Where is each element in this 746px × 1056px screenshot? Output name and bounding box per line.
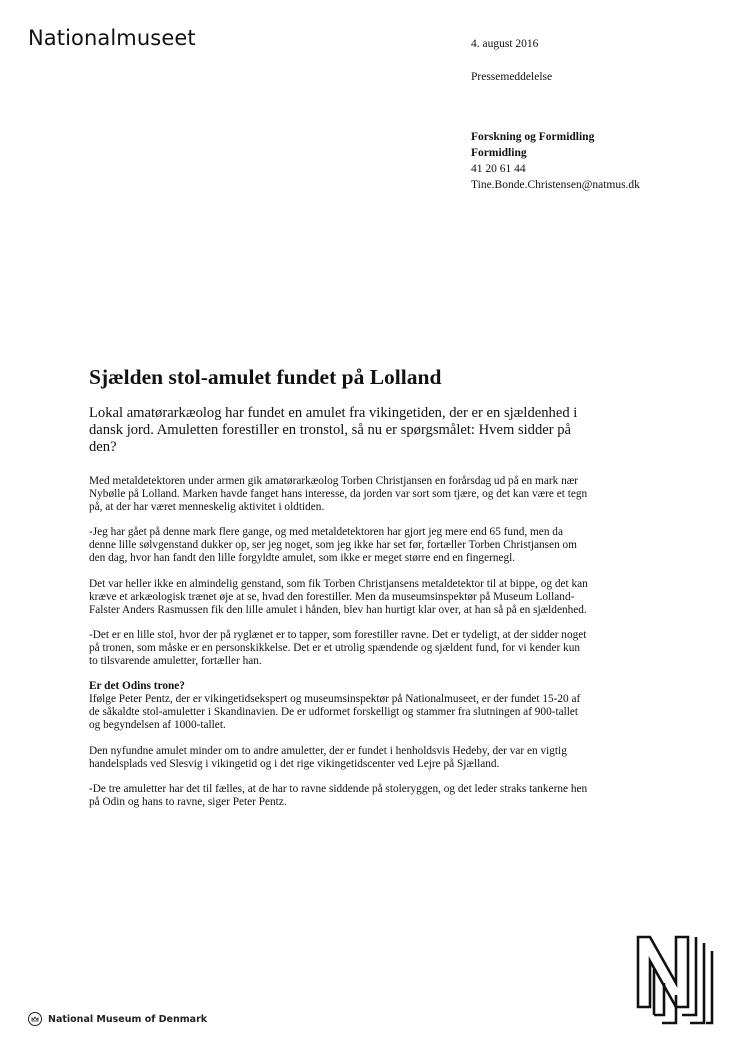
body-paragraph: -Jeg har gået på denne mark flere gange, og med metaldetektoren har gjort jeg mere end 65 fund, men da denne lille sølvgenstand dukker op, ser jeg noget, som jeg ikke har set før, fortæller Torben Christjansen om den dag, hvor han fandt den lille forgyldte amulet, som ikke er meget større end en fingernegl. bbox=[89, 526, 577, 565]
article-title: Sjælden stol-amulet fundet på Lolland bbox=[89, 365, 442, 389]
footer-name: National Museum of Denmark bbox=[48, 1013, 208, 1025]
n-monogram-icon bbox=[636, 935, 718, 1030]
document-type: Pressemeddelelse bbox=[471, 71, 553, 83]
body-paragraph: Med metaldetektoren under armen gik amatørarkæolog Torben Christjansen en forårsdag ud på en mark nær Nybølle på Lolland. Marken havde fanget hans interesse, da jorden var sort som tjære, og det kan være et tegn på, at der har været menneskelig aktivitet i oldtiden. bbox=[89, 475, 588, 514]
contact-email: Tine.Bonde.Christensen@natmus.dk bbox=[471, 179, 640, 191]
release-date: 4. august 2016 bbox=[471, 38, 539, 50]
body-paragraph: Ifølge Peter Pentz, der er vikingetidsekspert og museumsinspektør på Nationalmuseet, er der fundet 15-20 af de såkaldte stol-amuletter i Skandinavien. De er udformet forskelligt og stammer fra slutningen af 900-tallet og begyndelsen af 1000-tallet. bbox=[89, 693, 581, 732]
section-subheading: Er det Odins trone? bbox=[89, 680, 185, 693]
footer-brand bbox=[28, 1012, 207, 1026]
body-paragraph: Den nyfundne amulet minder om to andre amuletter, der er fundet i henholdsvis Hedeby, der var en vigtig handelsplads ved Slesvig i vikingetid og i det rige vikingetidscenter ved Lejre på Sjælland. bbox=[89, 744, 567, 770]
crown-icon bbox=[28, 1012, 42, 1026]
section-block bbox=[89, 680, 589, 732]
body-paragraph: Det var heller ikke en almindelig genstand, som fik Torben Christjansens metaldetektor til at bippe, og det kan kræve et arkæologisk trænet øje at se, hvad den forestiller. Men da museumsinspektør på Museum Lolland-Falster Anders Rasmussen fik den lille amulet i hånden, blev han hurtigt klar over, at han så på en sjældenhed. bbox=[89, 577, 588, 616]
article-lead: Lokal amatørarkæolog har fundet en amulet fra vikingetiden, der er en sjældenhed i dansk jord. Amuletten forestiller en tronstol, så nu er spørgsmålet: Hvem sidder på den? bbox=[89, 405, 578, 455]
article-body bbox=[89, 475, 589, 821]
logo-wordmark: Nationalmuseet bbox=[28, 26, 196, 50]
contact-unit: Formidling bbox=[471, 147, 527, 159]
contact-block bbox=[471, 129, 640, 193]
body-paragraph: -De tre amuletter har det til fælles, at de har to ravne siddende på stoleryggen, og det leder straks tankerne hen på Odin og hans to ravne, siger Peter Pentz. bbox=[89, 782, 588, 808]
contact-department: Forskning og Formidling bbox=[471, 131, 595, 143]
body-paragraph: -Det er en lille stol, hvor der på ryglænet er to tapper, som forestiller ravne. Det er tydeligt, at der sidder noget på tronen, som måske er en personskikkelse. Det er et utrolig spændende og sjældent fund, for vi kender kun to tilsvarende amuletter, fortæller han. bbox=[89, 628, 587, 668]
contact-phone: 41 20 61 44 bbox=[471, 163, 526, 175]
